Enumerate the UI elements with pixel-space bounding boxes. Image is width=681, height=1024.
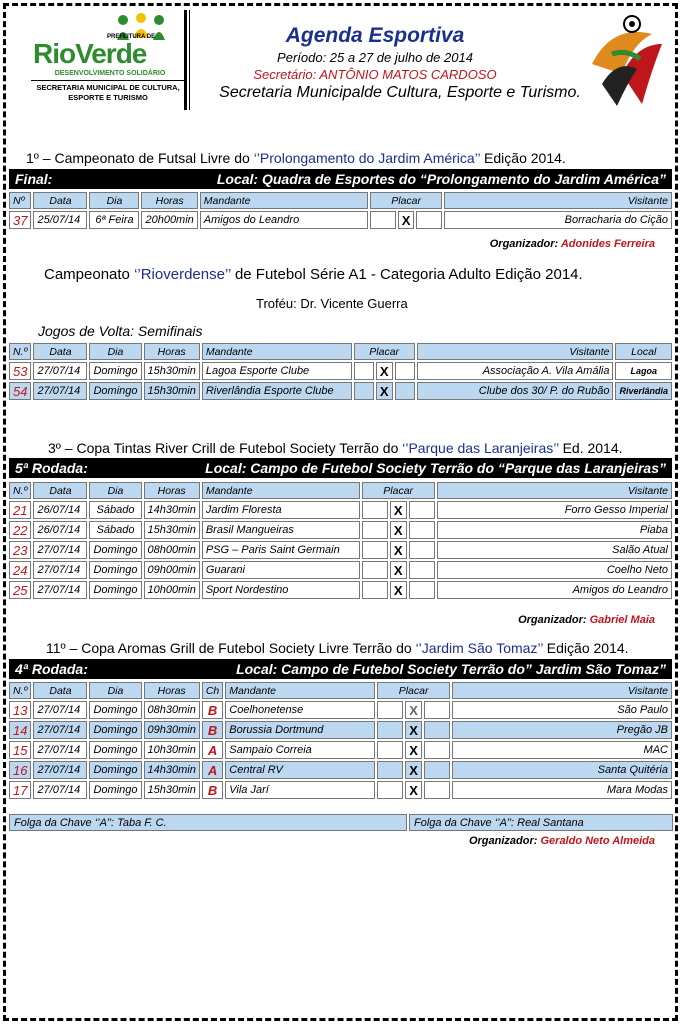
table-header: N.º Data Dia Horas Mandante Placar Visitante Local [9, 343, 672, 360]
table-row: 24 27/07/14 Domingo 09h00min Guarani X Coelho Neto [9, 561, 672, 579]
s3-bar [9, 458, 672, 478]
s1-location: Local: Quadra de Esportes do “Prolongamento do Jardim América” [216, 171, 666, 187]
folga-chave-a: Folga da Chave ‘’A’’: Taba F. C. [9, 814, 407, 831]
logo-prefeitura: PREFEITURA DE [107, 34, 156, 40]
page-title: Agenda Esportiva [285, 24, 465, 47]
s1-bar [9, 169, 672, 189]
s2-subtitle: Jogos de Volta: Semifinais [38, 323, 203, 339]
s3-organizer: Organizador: Gabriel Maia [518, 614, 655, 626]
s3-location: Local: Campo de Futebol Society Terrão do “Parque das Laranjeiras” [205, 460, 666, 476]
header-divider [184, 10, 187, 110]
s3-title: 3º – Copa Tintas River Crill de Futebol Society Terrão do ‘’Parque das Laranjeiras’’ Ed. 2014. [48, 440, 623, 456]
s4-title: 11º – Copa Aromas Grill de Futebol Society Livre Terrão do ‘’Jardim São Tomaz’’ Edição 2014. [46, 640, 629, 656]
s1-table [7, 190, 674, 231]
table-row: 17 27/07/14 Domingo 15h30min B Vila Jarí X Mara Modas [9, 781, 672, 799]
table-row: 21 26/07/14 Sábado 14h30min Jardim Floresta X Forro Gesso Imperial [9, 501, 672, 519]
s3-table [7, 480, 674, 601]
folga-chave-b: Folga da Chave ‘’A’’: Real Santana [409, 814, 673, 831]
s2-table [7, 341, 674, 402]
s2-title: Campeonato ‘’Rioverdense’’ de Futebol Série A1 - Categoria Adulto Edição 2014. [44, 266, 583, 283]
logo-tagline: DESENVOLVIMENTO SOLIDÁRIO [54, 70, 166, 77]
s2-trophy: Troféu: Dr. Vicente Guerra [256, 296, 408, 311]
table-header: N.º Data Dia Horas Mandante Placar Visitante [9, 482, 672, 499]
s3-round: 5ª Rodada: [15, 460, 88, 476]
table-header: N.º Data Dia Horas Ch Mandante Placar Visitante [9, 682, 672, 699]
table-row: 37 25/07/14 6ª Feira 20h00min Amigos do Leandro X Borracharia do Cição [9, 211, 672, 229]
s4-table [7, 680, 674, 801]
header [6, 6, 675, 114]
s1-organizer: Organizador: Adonides Ferreira [489, 238, 655, 250]
department: Secretaria Municipalde Cultura, Esporte e Turismo. [219, 84, 581, 101]
secretary: Secretário: ANTÔNIO MATOS CARDOSO [253, 67, 497, 82]
table-row: 13 27/07/14 Domingo 08h30min B Coelhonetense X São Paulo [9, 701, 672, 719]
s4-bar [9, 659, 672, 679]
s4-location: Local: Campo de Futebol Society Terrão do” Jardim São Tomaz” [236, 661, 666, 677]
table-header: Nº Data Dia Horas Mandante Placar Visitante [9, 192, 672, 209]
table-row: 14 27/07/14 Domingo 09h30min B Borussia Dortmund X Pregão JB [9, 721, 672, 739]
table-row: 22 26/07/14 Sábado 15h30min Brasil Mangueiras X Piaba [9, 521, 672, 539]
table-row: 23 27/07/14 Domingo 08h00min PSG – Paris Saint Germain X Salão Atual [9, 541, 672, 559]
table-row: 15 27/07/14 Domingo 10h30min A Sampaio Correia X MAC [9, 741, 672, 759]
s1-title: 1º – Campeonato de Futsal Livre do ‘’Prolongamento do Jardim América’’ Edição 2014. [26, 150, 566, 166]
table-row: 16 27/07/14 Domingo 14h30min A Central RV X Santa Quitéria [9, 761, 672, 779]
table-row: 53 27/07/14 Domingo 15h30min Lagoa Esporte Clube X Associação A. Vila Amália Lagoa [9, 362, 672, 380]
s4-round: 4ª Rodada: [15, 661, 88, 677]
logo-secretaria: SECRETARIA MUNICIPAL DE CULTURA, ESPORTE E TURISMO [31, 80, 185, 103]
period: Período: 25 a 27 de julho de 2014 [277, 50, 473, 65]
s1-round: Final: [15, 171, 53, 187]
table-row: 54 27/07/14 Domingo 15h30min Riverlândia Esporte Clube X Clube dos 30/ P. do Rubão Riverlândia [9, 382, 672, 400]
table-row: 25 27/07/14 Domingo 10h00min Sport Nordestino X Amigos do Leandro [9, 581, 672, 599]
s4-organizer: Organizador: Geraldo Neto Almeida [468, 835, 655, 847]
soccer-player-icon [582, 14, 670, 110]
rioverde-logo [19, 10, 179, 112]
logo-name: RioVerde [33, 38, 147, 69]
